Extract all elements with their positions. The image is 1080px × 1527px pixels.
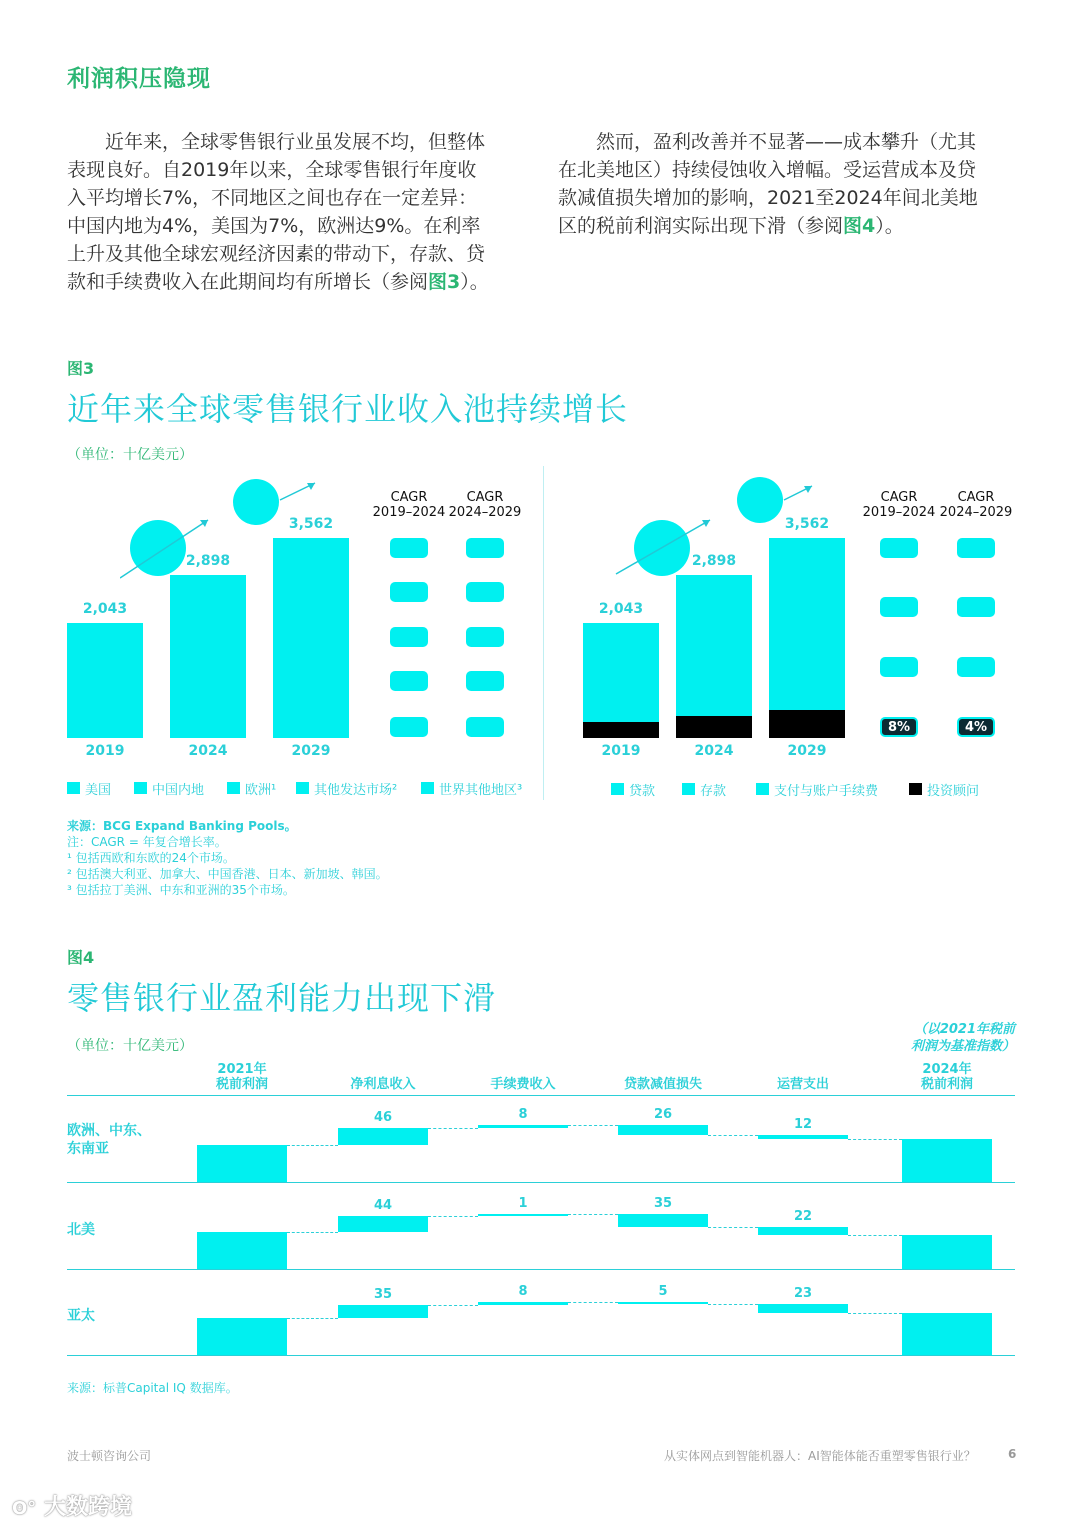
fig4-title: 零售银行业盈利能力出现下滑 [67,979,497,1017]
bar-value-label: 2,898 [691,553,737,570]
column-header-line: 净利息收入 [350,1077,416,1092]
left-line: 表现良好。自2019年以来，全球零售银行年度收 [67,159,477,181]
left-paragraph [67,128,537,296]
cagr-header-text: CAGR [880,490,918,505]
x-tick-label: 2029 [291,743,331,759]
cagr-header-years: 2024–2029 [448,505,522,520]
fig4-source: 来源：标普Capital IQ 数据库。 [67,1381,238,1395]
index-note-line: （以2021年税前 [913,1022,1015,1037]
cagr-pill-advisory-1: 8% [880,717,918,737]
cagr-pill [390,582,428,602]
connector-line [708,1135,758,1136]
waterfall-bar [338,1216,428,1233]
connector-line [848,1139,902,1140]
cagr-pill-advisory-2: 4% [957,717,995,737]
waterfall-end-bar [902,1235,992,1269]
right-line: 然而，盈利改善并不显著——成本攀升（尤其 [596,131,977,153]
right-line-last [558,212,1028,240]
bar-value-label: 2,898 [185,553,231,570]
connector-line [708,1304,758,1305]
fig3-note: 注：CAGR = 年复合增长率。 [67,835,227,849]
arrow-head [200,520,208,527]
cagr-pill [390,671,428,691]
waterfall-bar [758,1135,848,1140]
bar [583,623,659,738]
legend-label: 其他发达市场² [314,783,398,798]
cagr-pill [957,597,995,617]
waterfall-value-label: 8 [518,1283,528,1299]
legend-swatch [227,782,240,794]
left-line: 中国内地为4%，美国为7%，欧洲达9%。在利率 [67,215,481,237]
legend-label: 存款 [700,784,727,799]
row-rule [67,1355,1015,1356]
waterfall-bar [758,1304,848,1313]
legend-swatch [682,783,695,795]
waterfall-value-label: 23 [793,1285,813,1301]
waterfall-bar [618,1214,708,1227]
column-header-line: 贷款减值损失 [623,1077,702,1092]
legend-label: 中国内地 [152,783,205,798]
legend-label: 欧洲¹ [245,783,277,798]
cagr-header-2-right [937,490,1015,520]
header-rule [67,1095,1015,1096]
row-rule [67,1182,1015,1183]
column-header [458,1077,588,1092]
bar-value-label: 2,043 [598,601,644,618]
cagr-pill [957,538,995,558]
bar [67,623,143,738]
connector-line [287,1145,338,1146]
cagr-pill [880,597,918,617]
waterfall-value-label: 35 [373,1286,393,1302]
x-tick-label: 2024 [694,743,734,759]
column-header [598,1077,728,1092]
cagr-header-2 [446,490,524,520]
region-label [67,1307,95,1325]
waterfall-end-bar [902,1139,992,1182]
legend-label: 世界其他地区³ [439,783,523,798]
connector-line [568,1302,618,1303]
cagr-pill [957,657,995,677]
region-label-line: 东南亚 [67,1141,109,1157]
waterfall-value-label: 22 [793,1208,813,1224]
footer-report-title: 从实体网点到智能机器人：AI智能体能否重塑零售银行业？ [664,1449,976,1463]
region-label-line: 欧洲、中东、 [67,1123,151,1139]
left-line: 近年来，全球零售银行业虽发展不均，但整体 [105,131,486,153]
waterfall-value-label: 35 [653,1195,673,1211]
chart-divider [543,466,544,800]
right-line: 款减值损失增加的影响，2021至2024年间北美地 [558,187,978,209]
fig4-unit: （单位：十亿美元） [67,1038,193,1054]
legend-swatch [421,782,434,794]
waterfall-value-label: 5 [658,1283,668,1299]
legend-label: 投资顾问 [927,784,980,799]
column-header-line: 税前利润 [920,1077,973,1092]
legend-label: 支付与账户手续费 [774,784,879,799]
cagr-pill [880,657,918,677]
left-line-text: 款和手续费收入在此期间均有所增长（参阅 [67,271,429,293]
cagr-header-text: CAGR [466,490,504,505]
fig3-label: 图3 [67,359,95,378]
bar-segment-advisory [676,716,752,738]
fig3-footnote-3: ³ 包括拉丁美洲、中东和亚洲的35个市场。 [67,883,295,897]
cagr-pill [466,627,504,647]
region-label-line: 亚太 [67,1308,95,1324]
legend-swatch [611,783,624,795]
waterfall-value-label: 46 [373,1109,393,1125]
x-tick-label: 2029 [787,743,827,759]
column-header-line: 手续费收入 [490,1077,556,1092]
fig3-source: 来源：BCG Expand Banking Pools。 [67,819,297,833]
fig4-label: 图4 [67,948,95,967]
waterfall-bar [478,1125,568,1128]
waterfall-value-label: 44 [373,1197,393,1213]
waterfall-value-label: 8 [518,1106,528,1122]
connector-line [708,1227,758,1228]
cagr-header-years: 2019–2024 [862,505,936,520]
column-header [177,1062,307,1092]
bar [769,538,845,738]
fig3-notes [67,818,388,898]
column-header [318,1077,448,1092]
cagr-pill [880,538,918,558]
connector-line [848,1313,902,1314]
connector-line [287,1232,338,1233]
cagr-header-1-right [860,490,938,520]
waterfall-bar [618,1302,708,1304]
bar-value-label: 3,562 [784,516,830,532]
legend-swatch [67,782,80,794]
bar [676,575,752,738]
cagr-header-years: 2019–2024 [372,505,446,520]
left-line: 上升及其他全球宏观经济因素的带动下，存款、贷 [67,243,486,265]
legend-swatch [909,783,922,795]
index-note-line: 利润为基准指数） [910,1039,1015,1054]
waterfall-value-label: 1 [518,1195,528,1211]
waterfall-value-label: 26 [653,1106,673,1122]
cagr-header-text: CAGR [957,490,995,505]
connector-line [568,1214,618,1215]
row-rule [67,1269,1015,1270]
cagr-pill [390,627,428,647]
waterfall-end-bar [902,1313,992,1356]
bar-value-label: 3,562 [288,516,334,532]
waterfall-value-label: 12 [793,1116,813,1132]
bar [170,575,246,738]
x-tick-label: 2024 [188,743,228,759]
fig4-index-note [880,1021,1015,1055]
fig3-unit: （单位：十亿美元） [67,447,193,463]
column-header-line: 税前利润 [215,1077,268,1092]
cagr-pill [466,538,504,558]
column-header-line: 2021年 [217,1062,267,1077]
cagr-header-1 [370,490,448,520]
connector-line [428,1216,478,1217]
fig3-ref-link[interactable]: 图3 [428,271,461,293]
connector-line [568,1125,618,1126]
waterfall-bar [338,1305,428,1318]
cagr-pill [466,717,504,737]
connector-line [428,1305,478,1306]
connector-line [287,1318,338,1319]
fig3-footnote-1: ¹ 包括西欧和东欧的24个市场。 [67,851,235,865]
waterfall-bar [478,1214,568,1216]
connector-line [428,1128,478,1129]
connector-line [848,1235,902,1236]
legend-swatch [756,783,769,795]
x-tick-label: 2019 [85,743,125,759]
legend-swatch [296,782,309,794]
left-line: 入平均增长7%，不同地区之间也存在一定差异： [67,187,478,209]
waterfall-start-bar [197,1318,287,1355]
right-line-suffix: ）。 [875,215,904,237]
watermark [12,1490,132,1521]
left-line-last [67,268,537,296]
cagr-header-text: CAGR [390,490,428,505]
waterfall-bar [338,1128,428,1145]
footer-page-number: 6 [1008,1447,1017,1461]
section-title: 利润积压隐现 [67,66,211,92]
column-header [882,1062,1012,1092]
cagr-pill [466,582,504,602]
column-header [738,1077,868,1092]
waterfall-start-bar [197,1232,287,1269]
waterfall-bar [758,1227,848,1235]
left-line-suffix: ）。 [460,271,489,293]
fig4-ref-link[interactable]: 图4 [843,215,876,237]
region-label [67,1221,95,1239]
legend-label: 贷款 [629,784,656,799]
x-tick-label: 2019 [601,743,641,759]
right-paragraph [558,128,1028,240]
bar-segment-advisory [583,722,659,738]
fig3-footnote-2: ² 包括澳大利亚、加拿大、中国香港、日本、新加坡、韩国。 [67,867,388,881]
cagr-header-years: 2024–2029 [939,505,1013,520]
column-header-line: 2024年 [922,1062,972,1077]
watermark-logo-icon: ʘ° [12,1498,37,1519]
watermark-text: 大数跨境 [43,1495,132,1520]
bar-value-label: 2,043 [82,601,128,618]
right-line-text: 区的税前利润实际出现下滑（参阅 [558,215,844,237]
region-label-line: 北美 [67,1222,95,1238]
bar-segment-advisory [769,710,845,738]
legend-label: 美国 [85,783,112,798]
fig3-title: 近年来全球零售银行业收入池持续增长 [67,390,629,428]
cagr-pill [390,538,428,558]
waterfall-bar [478,1302,568,1305]
bar [273,538,349,738]
right-line: 在北美地区）持续侵蚀收入增幅。受运营成本及贷 [558,159,977,181]
legend-swatch [134,782,147,794]
region-label [67,1122,151,1158]
column-header-line: 运营支出 [776,1077,829,1092]
waterfall-start-bar [197,1145,287,1182]
cagr-pill [466,671,504,691]
waterfall-bar [618,1125,708,1135]
cagr-pill [390,717,428,737]
footer-company: 波士顿咨询公司 [67,1449,152,1463]
